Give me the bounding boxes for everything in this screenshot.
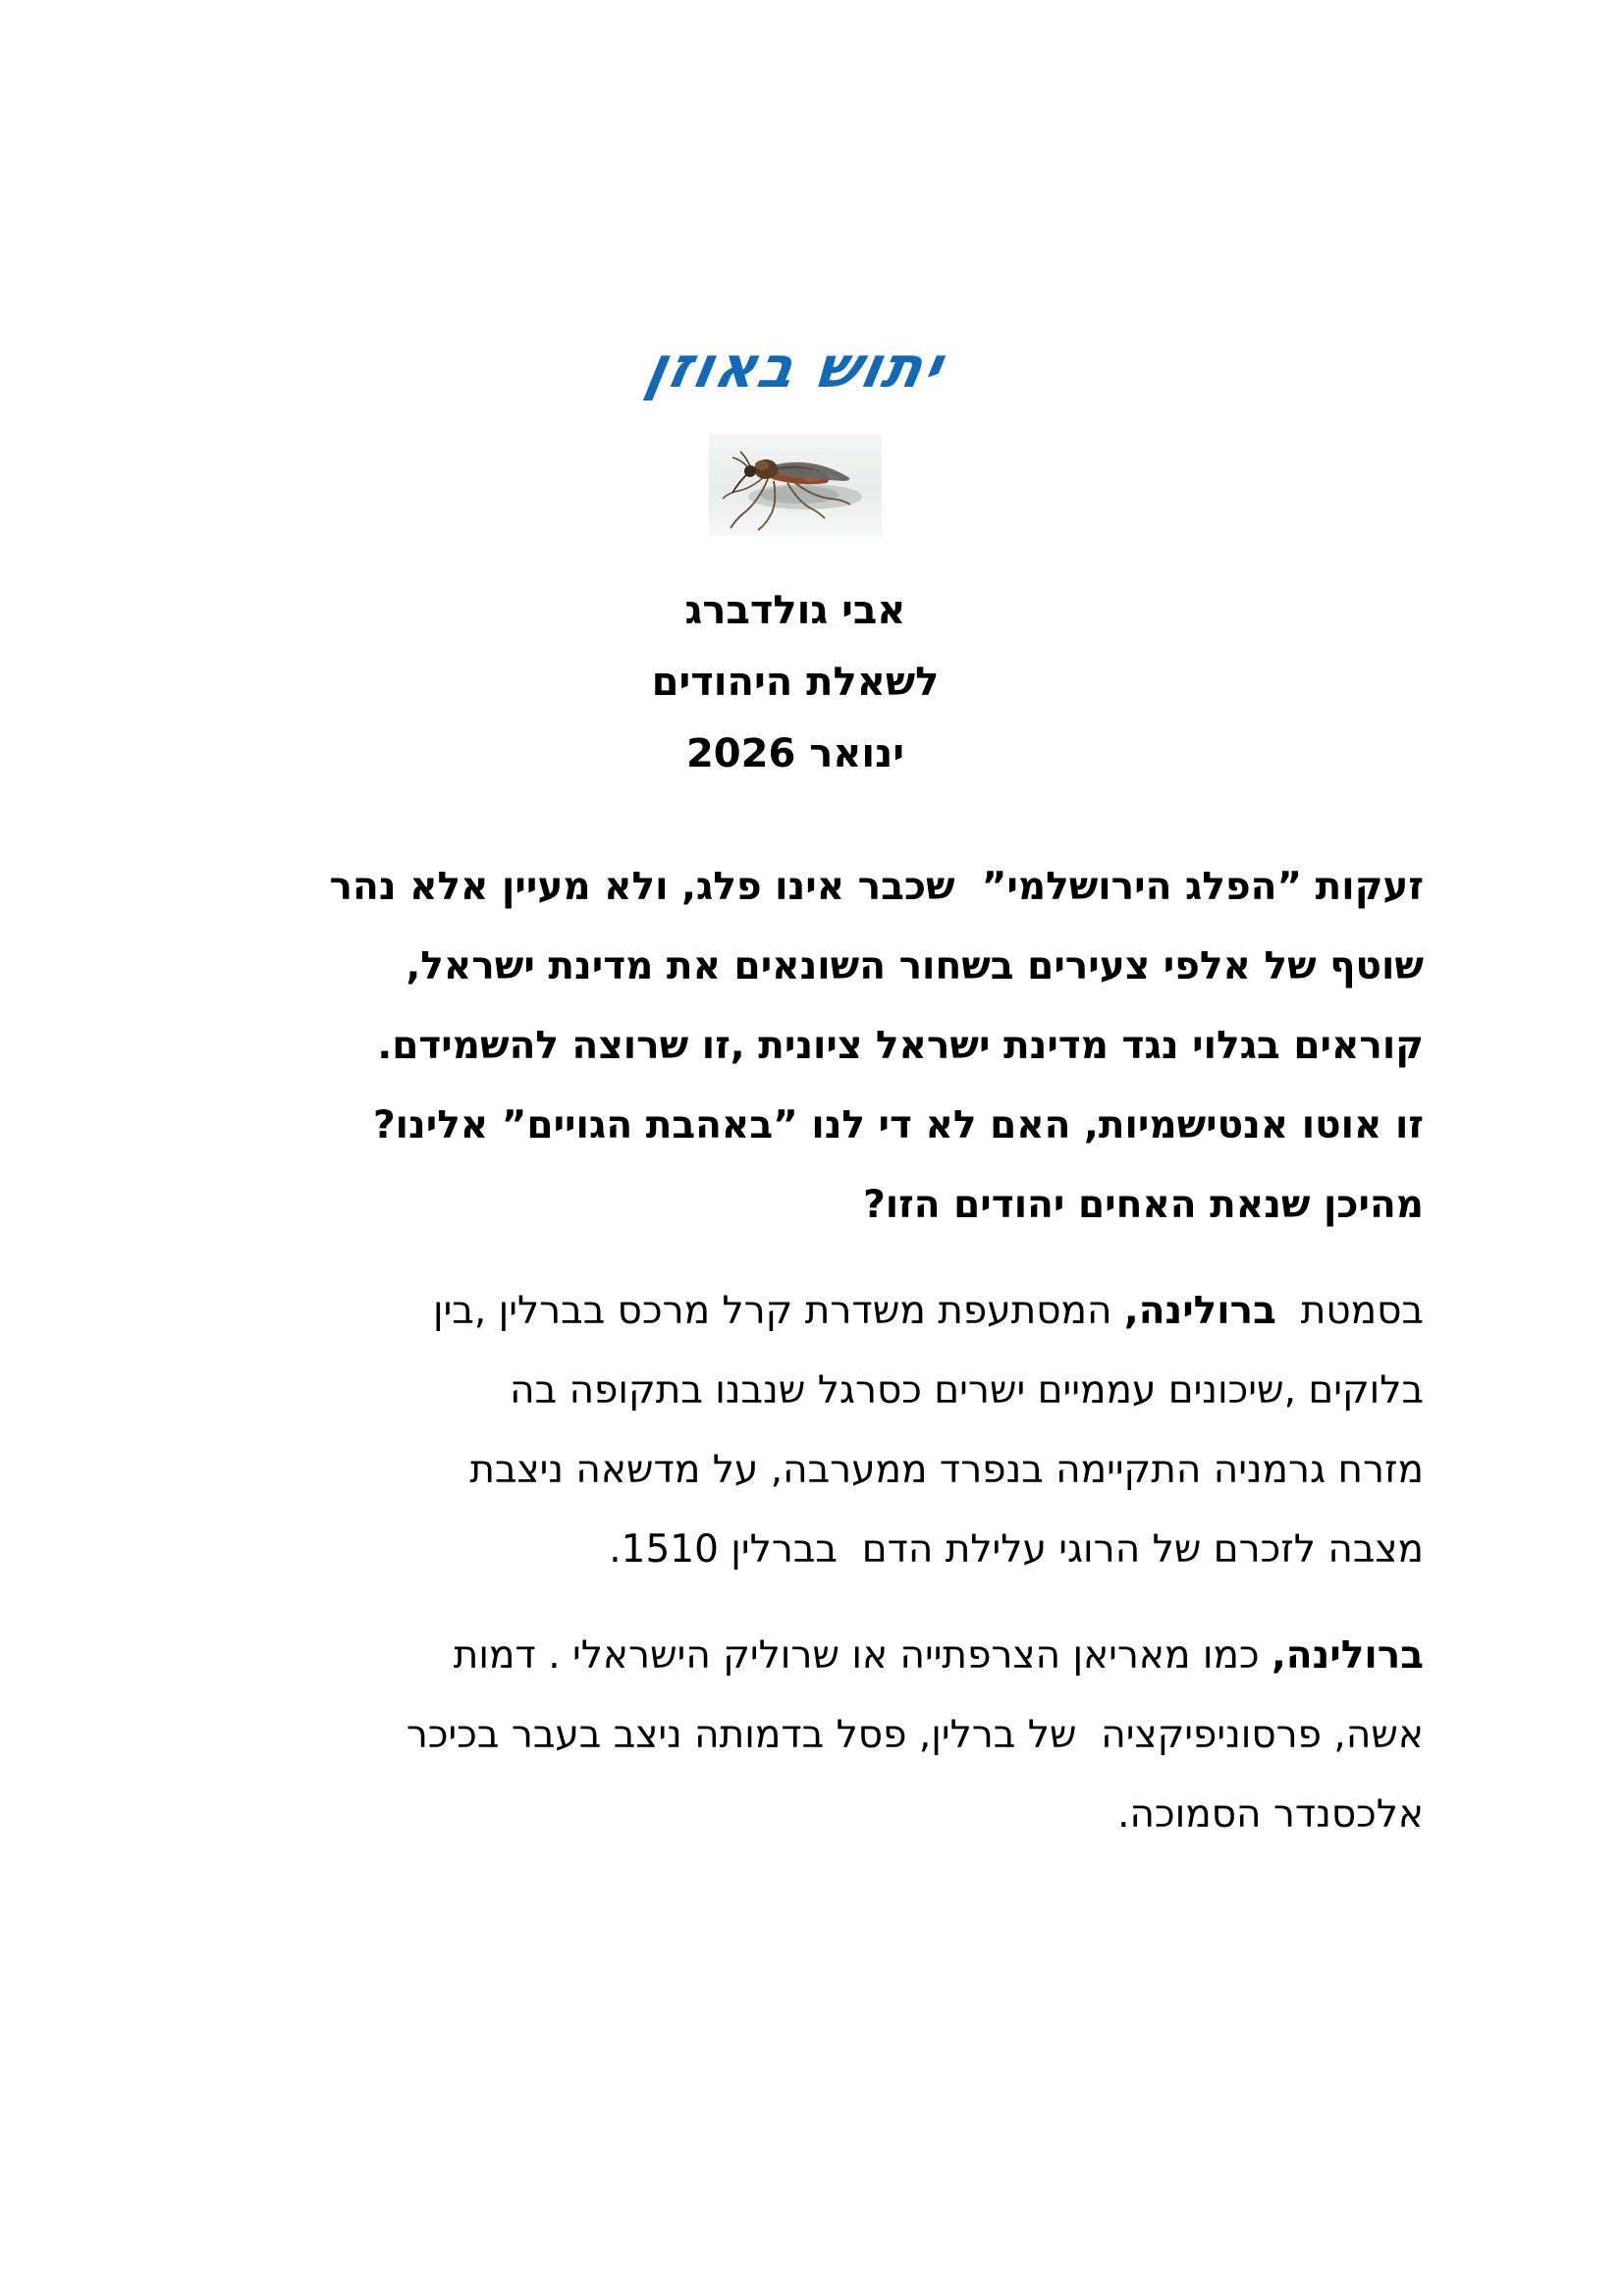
text-line (167, 1430, 1424, 1510)
paragraph (167, 1271, 1424, 1589)
text-line (167, 1006, 1424, 1086)
text-run: מצבה לזכרם של הרוגי עלילת הדם בברלין 1510. (609, 1527, 1424, 1572)
text-run: אשה, פרסוניפיקציה של ברלין, פסל בדמותה ניצב בעבר בכיכר (406, 1713, 1424, 1757)
text-run: המסתעפת משדרת קרל מרכס בברלין ,בין (432, 1289, 1124, 1333)
byline-author: אבי גולדברג (684, 588, 906, 633)
text-run: בסמטת (1275, 1289, 1424, 1333)
text-line (167, 1616, 1424, 1695)
paragraph (167, 847, 1424, 1245)
text-line (167, 1510, 1424, 1589)
text-line (167, 1775, 1424, 1854)
text-run: כמו מאריאן הצרפתייה או שרוליק הישראלי . דמות (453, 1633, 1272, 1678)
text-run: אלכסנדר הסמוכה. (1117, 1792, 1424, 1837)
text-line (167, 927, 1424, 1006)
text-run: זו אוטו אנטישמיות, האם לא די לנו ”באהבת הגויים” אלינו? (373, 1103, 1424, 1148)
text-line (167, 1695, 1424, 1775)
text-line (167, 1165, 1424, 1245)
text-run: בלוקים ,שיכונים עממיים ישרים כסרגל שנבנו בתקופה בה (510, 1368, 1424, 1413)
mosquito-image (709, 434, 882, 536)
text-run: מזרח גרמניה התקיימה בנפרד ממערבה, על מדשאה ניצבת (469, 1448, 1424, 1492)
paragraph (167, 1616, 1424, 1854)
page-title: יתוש באוזן (640, 334, 950, 400)
byline (167, 575, 1424, 790)
text-run: שוטף של אלפי צעירים בשחור השונאים את מדינת ישראל, (406, 944, 1424, 988)
text-line (167, 1351, 1424, 1430)
text-line (167, 1271, 1424, 1351)
text-line (167, 847, 1424, 927)
paragraphs (167, 847, 1424, 1854)
byline-subtitle: לשאלת היהודים (651, 660, 940, 705)
mosquito-icon (709, 434, 882, 536)
byline-date: ינואר 2026 (685, 731, 905, 776)
text-run: ברולינה, (1123, 1289, 1276, 1333)
text-run: מהיכן שנאת האחים יהודים הזו? (863, 1183, 1424, 1227)
text-run: קוראים בגלוי נגד מדינת ישראל ציונית ,זו שרוצה להשמידם. (377, 1024, 1424, 1068)
text-run: ברולינה, (1271, 1633, 1424, 1678)
text-run: זעקות ”הפלג הירושלמי” שכבר אינו פלג, ולא מעיין אלא נהר (329, 865, 1424, 909)
text-line (167, 1086, 1424, 1165)
